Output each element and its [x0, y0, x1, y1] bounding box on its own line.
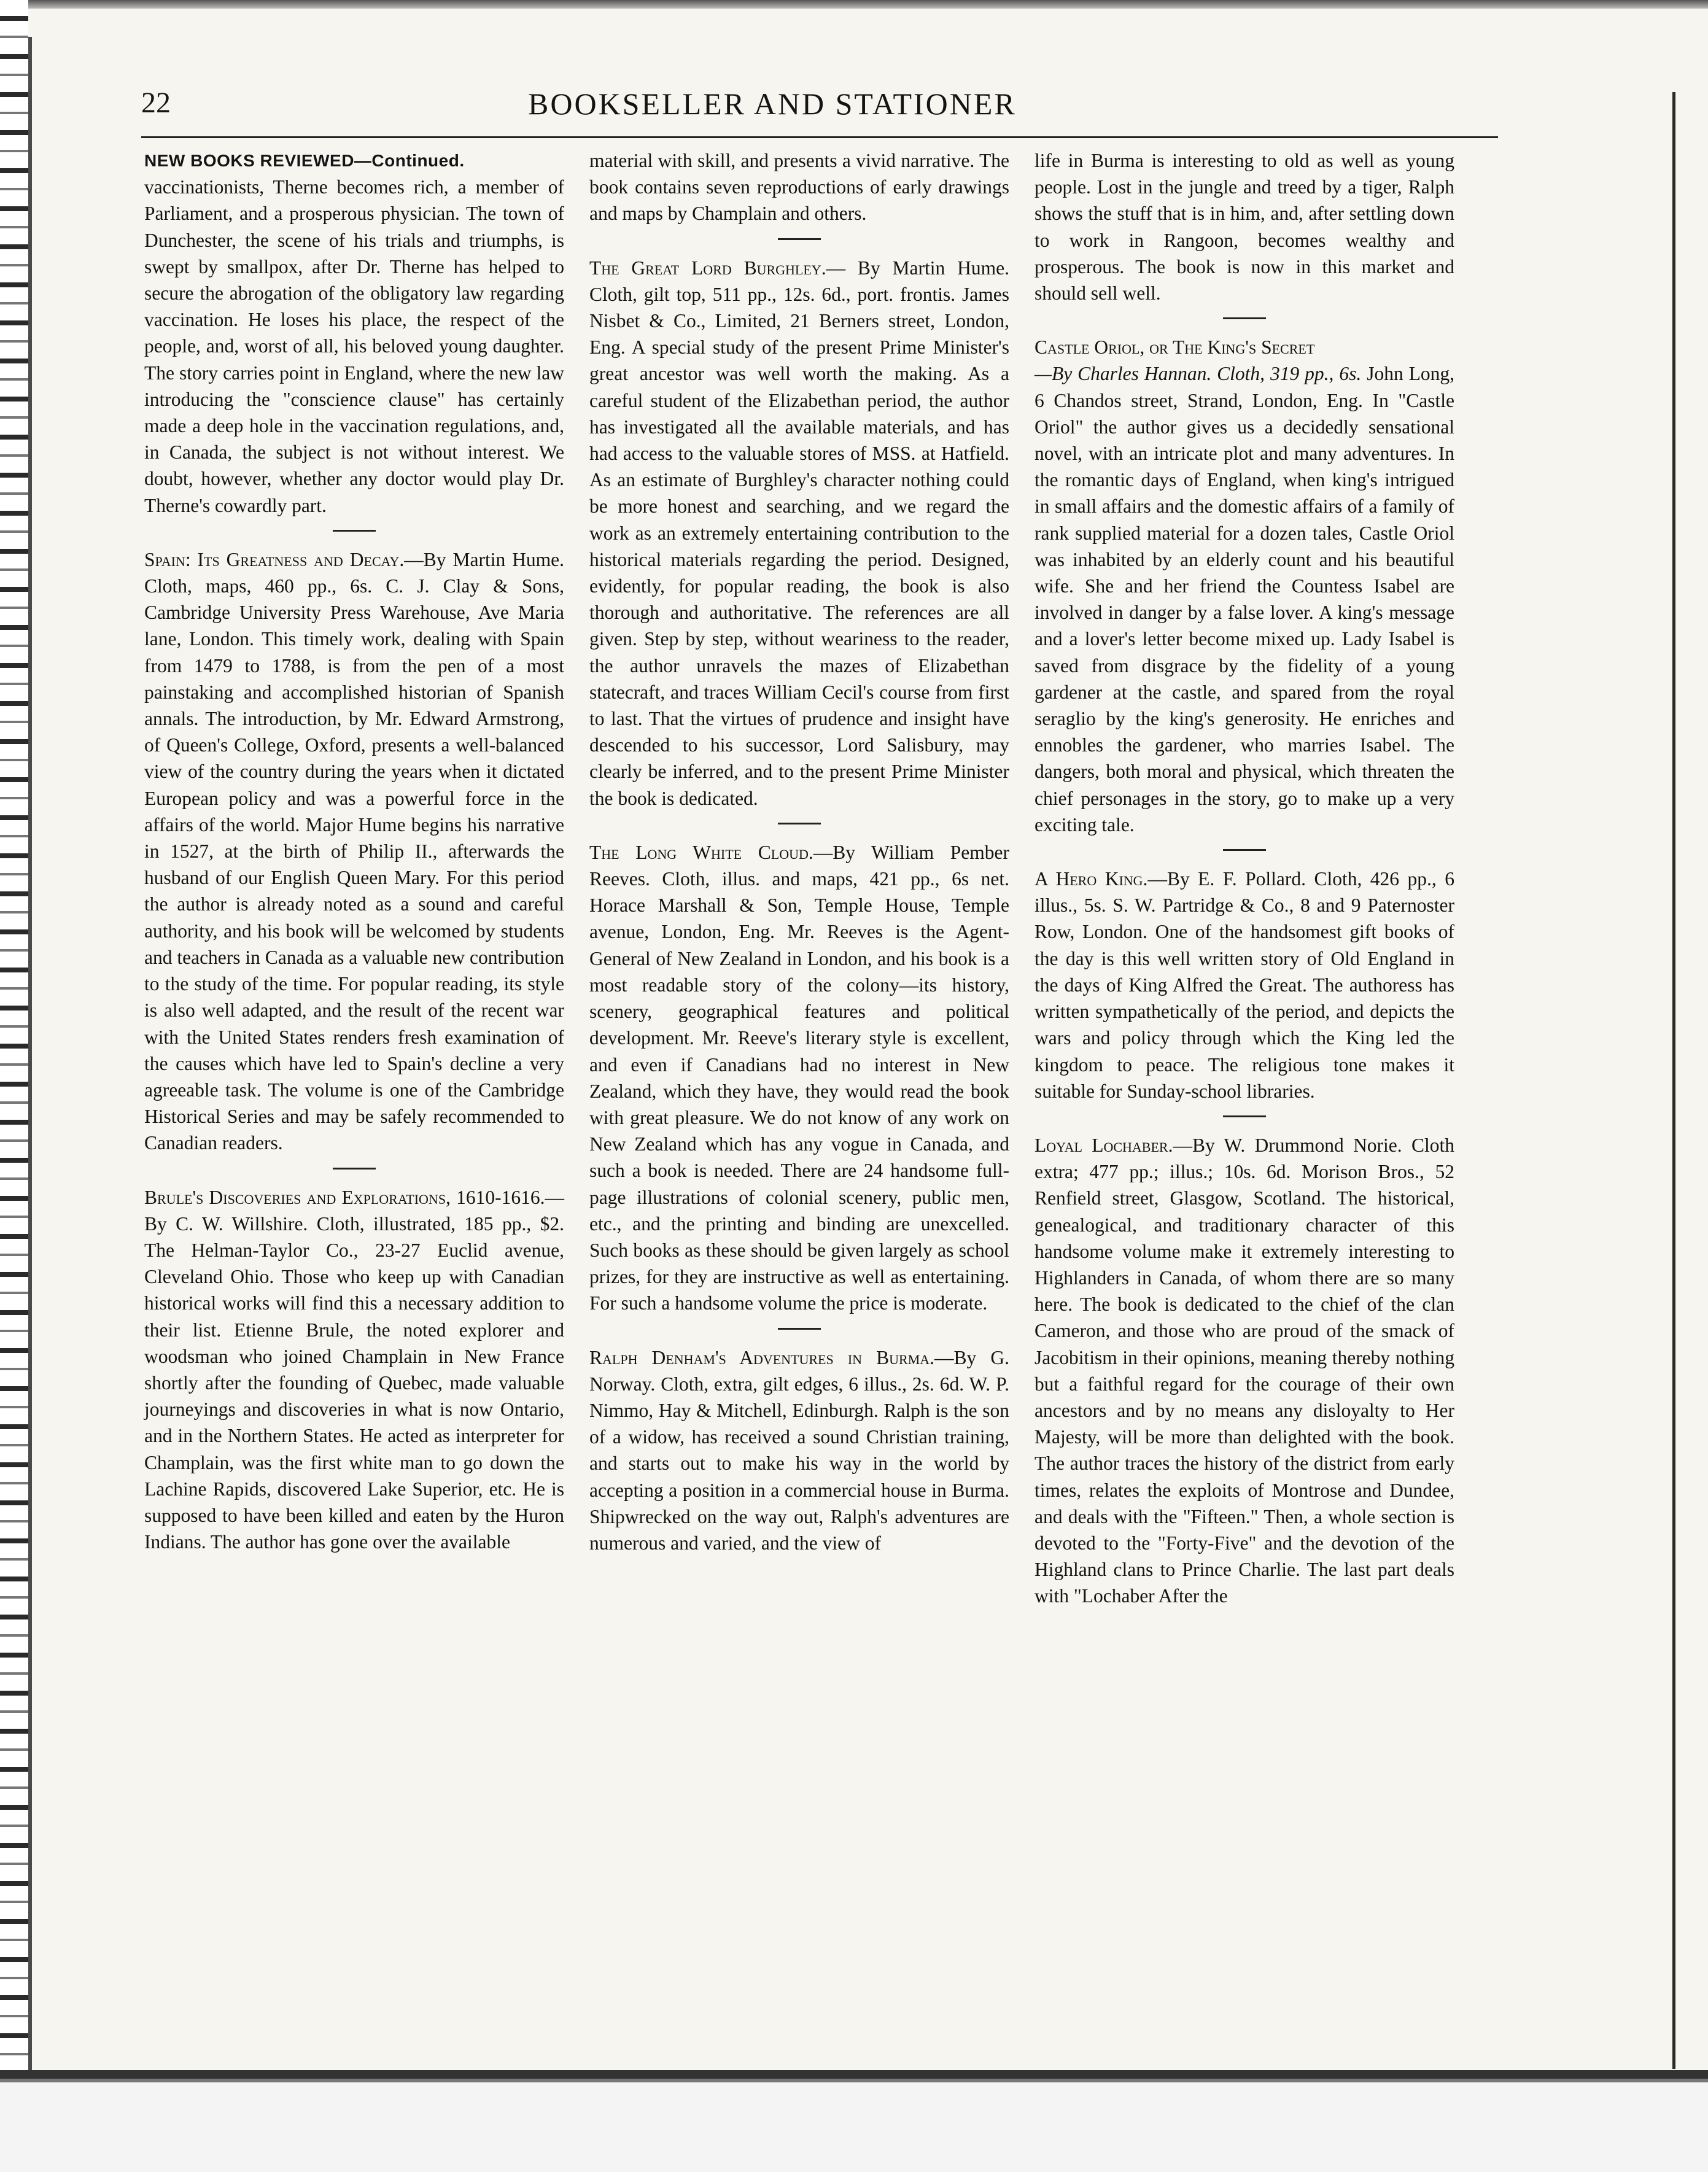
- review-body: —By E. F. Pollard. Cloth, 426 pp., 6 illus., 5s. S. W. Partridge & Co., 8 and 9 Paternoster Row, London. One of the handsomest gift books of the day is this well written story of Old England in the days of King Alfred the Great. The authoress has written sympathetically of the period, and depicts the wars and policy through which the King led the kingdom to peace. The religious tone makes it suitable for Sunday-school libraries.: [1035, 868, 1454, 1102]
- review-continued-text: life in Burma is interesting to old as well as young people. Lost in the jungle and treed by a tiger, Ralph shows the stuff that is in him, and, after settling down to work in Rangoon, becomes wealthy and prosperous. The book is now in this market and should sell well.: [1035, 150, 1454, 304]
- review-continued-text: material with skill, and presents a vivid narrative. The book contains seven reproductions of early drawings and maps by Champlain and others.: [589, 150, 1009, 225]
- review-body: —By Martin Hume. Cloth, maps, 460 pp., 6s. C. J. Clay & Sons, Cambridge University Press Warehouse, Ave Maria lane, London. This timely work, dealing with Spain from 1479 to 1788, is from the pen of a most painstaking and accomplished historian of Spanish annals. The introduction, by Mr. Edward Armstrong, of Queen's College, Oxford, presents a well-balanced view of the country during the years when it dictated European policy and was a powerful force in the affairs of the world. Major Hume begins his narrative in 1527, at the birth of Philip II., afterwards the husband of our English Queen Mary. For this period the author is already noted as a sound and careful authority, and his book will be welcomed by students and teachers in Canada as a valuable new contribution to the study of the time. For popular reading, its style is also well adapted, and the result of the recent war with the United States renders fresh examination of the causes which have led to Spain's decline a very agreeable task. The volume is one of the Cambridge Historical Series and may be safely recommended to Canadian readers.: [144, 548, 564, 1154]
- review-title: Castle Oriol, or The King's Secret: [1035, 336, 1315, 359]
- review-title: Ralph Denham's Adventures in Burma.: [589, 1346, 935, 1368]
- scan-left-edge: [0, 0, 28, 2172]
- review-separator: [1223, 849, 1266, 851]
- column-2: [589, 147, 1009, 2038]
- review-title: The Long White Cloud.: [589, 841, 813, 863]
- header-rule: [141, 136, 1498, 138]
- review-separator: [1223, 1115, 1266, 1117]
- review-separator: [778, 823, 821, 824]
- review-separator: [778, 1328, 821, 1330]
- review-body: John Long, 6 Chandos street, Strand, London, Eng. In "Castle Oriol" the author gives us a decidedly sensational novel, with an intricate plot and many adventures. In the romantic days of England, when king's intrigued in small affairs and the domestic affairs of a family of rank supplied material for a dozen tales, Castle Oriol was inhabited by an elderly count and his beautiful wife. She and her friend the Countess Isabel are involved in danger by a false lover. A king's message and a lover's letter become mixed up. Lady Isabel is saved from disgrace by the fidelity of a young gardener at the castle, and spared from the royal seraglio by the king's generosity. He enriches and ennobles the gardener, who marries Isabel. The dangers, both moral and physical, which threaten the chief personages in the story, go to make up a very exciting tale.: [1035, 363, 1455, 836]
- review-title: The Great Lord Burghley.: [589, 257, 826, 279]
- review-title: Brule's Discoveries and Explorations, 1610-1616.: [144, 1186, 545, 1208]
- review-title: Loyal Lochaber.: [1035, 1134, 1173, 1156]
- scan-right-edge: [1672, 92, 1675, 2069]
- review-loyal-lochaber: [1035, 1132, 1454, 1610]
- review-body: —By G. Norway. Cloth, extra, gilt edges, 6 illus., 2s. 6d. W. P. Nimmo, Hay & Mitchell, Edinburgh. Ralph is the son of a widow, has received a sound Christian training, and starts out to make his way in the world by accepting a position in a commercial house in Burma. Shipwrecked on the way out, Ralph's adventures are numerous and varied, and the view of: [589, 1346, 1009, 1554]
- scan-bottom-edge: [0, 2070, 1708, 2172]
- review-body: —By William Pember Reeves. Cloth, illus. and maps, 421 pp., 6s net. Horace Marshall & Son, Temple House, Temple avenue, London, Eng. Mr. Reeves is the Agent-General of New Zealand in London, and his book is a most readable story of the colony—its history, scenery, geographical features and political development. Mr. Reeve's literary style is excellent, and even if Canadians had no interest in New Zealand, which they have, they would read the book with great pleasure. We do not know of any work on New Zealand which has any vogue in Canada, and such a book is needed. There are 24 handsome full-page illustrations of colonial scenery, public men, etc., and the printing and binding are unexcelled. Such books as these should be given largely as school prizes, for they are instructive as well as entertaining. For such a handsome volume the price is moderate.: [589, 841, 1010, 1314]
- running-title: BOOKSELLER AND STATIONER: [528, 87, 1017, 121]
- review-hero-king: [1035, 866, 1454, 1104]
- review-continued-text: vaccinationists, Therne becomes rich, a member of Parliament, and a prosperous physician. The town of Dunchester, the scene of his trials and triumphs, is swept by smallpox, after Dr. Therne has helped to secure the abrogation of the obligatory law regarding vaccination. He loses his place, the respect of the people, and, worst of all, his beloved young daughter. The story carries point in England, where the new law introducing the "conscience clause" has certainly made a deep hole in the vaccination regulations, and, in Canada, the subject is not without interest. We doubt, however, whether any doctor would play Dr. Therne's cowardly part.: [144, 176, 564, 516]
- review-separator: [333, 530, 376, 532]
- review-title: Spain: Its Greatness and Decay.: [144, 548, 405, 570]
- review-byline: —By Charles Hannan. Cloth, 319 pp., 6s.: [1035, 363, 1362, 385]
- review-spain: [144, 546, 564, 1157]
- review-body: —By W. Drummond Norie. Cloth extra; 477 pp.; illus.; 10s. 6d. Morison Bros., 52 Renfield street, Glasgow, Scotland. The historical, genealogical, and traditionary character of this handsome volume make it extremely interesting to Highlanders in Canada, of whom there are so many here. The book is dedicated to the chief of the clan Cameron, and those who are proud of the smack of Jacobitism in their opinions, meaning thereby nothing but a faithful regard for the courage of their own ancestors and by no means any disloyalty to Her Majesty, will be more than delighted with the book. The author traces the history of the district from early times, relates the exploits of Montrose and Dundee, and deals with the "Fifteen." Then, a whole section is devoted to the "Forty-Five" and the devotion of the Highland clans to Prince Charlie. The last part deals with "Lochaber After the: [1035, 1134, 1454, 1607]
- page-number: 22: [141, 87, 171, 119]
- review-separator: [333, 1168, 376, 1169]
- column-3: [1035, 147, 1454, 2038]
- section-heading: NEW BOOKS REVIEWED—Continued.: [144, 151, 465, 170]
- review-castle-oriol: [1035, 334, 1454, 838]
- scan-left-rule: [28, 37, 32, 2112]
- review-body: —By C. W. Willshire. Cloth, illustrated, 185 pp., $2. The Helman-Taylor Co., 23-27 Euclid avenue, Cleveland Ohio. Those who keep up with Canadian historical works will find this a necessary addition to their list. Etienne Brule, the noted explorer and woodsman who joined Champlain in New France shortly after the founding of Quebec, made valuable journeyings and discoveries in what is now Ontario, and in the Northern States. He acted as interpreter for Champlain, was the first white man to go down the Lachine Rapids, discovered Lake Superior, etc. He is supposed to have been killed and eaten by the Huron Indians. The author has gone over the available: [144, 1186, 564, 1553]
- review-ralph-denham: [589, 1344, 1009, 1557]
- review-title: A Hero King.: [1035, 868, 1148, 890]
- review-body: — By Martin Hume. Cloth, gilt top, 511 pp., 12s. 6d., port. frontis. James Nisbet & Co., Limited, 21 Berners street, London, Eng. A special study of the present Prime Minister's great ancestor was well worth the making. As a careful student of the Elizabethan period, the author has investigated all the available materials, and has had access to the valuable stores of MSS. at Hatfield. As an estimate of Burghley's character nothing could be more honest and searching, and we regard the work as an extremely entertaining contribution to the historical materials regarding the period. Designed, evidently, for popular reading, the book is also thorough and authoritative. The references are all given. Step by step, without weariness to the reader, the author unravels the mazes of Elizabethan statecraft, and traces William Cecil's course from first to last. That the virtues of prudence and insight have descended to his successor, Lord Salisbury, may clearly be inferred, and to the present Prime Minister the book is dedicated.: [589, 257, 1009, 809]
- review-separator: [1223, 317, 1266, 319]
- column-1: [144, 147, 564, 2038]
- review-burghley: [589, 255, 1009, 812]
- review-brule: [144, 1184, 564, 1556]
- review-separator: [778, 238, 821, 240]
- review-long-white-cloud: [589, 839, 1009, 1317]
- page-header: [141, 86, 1498, 135]
- scan-top-edge: [0, 0, 1708, 9]
